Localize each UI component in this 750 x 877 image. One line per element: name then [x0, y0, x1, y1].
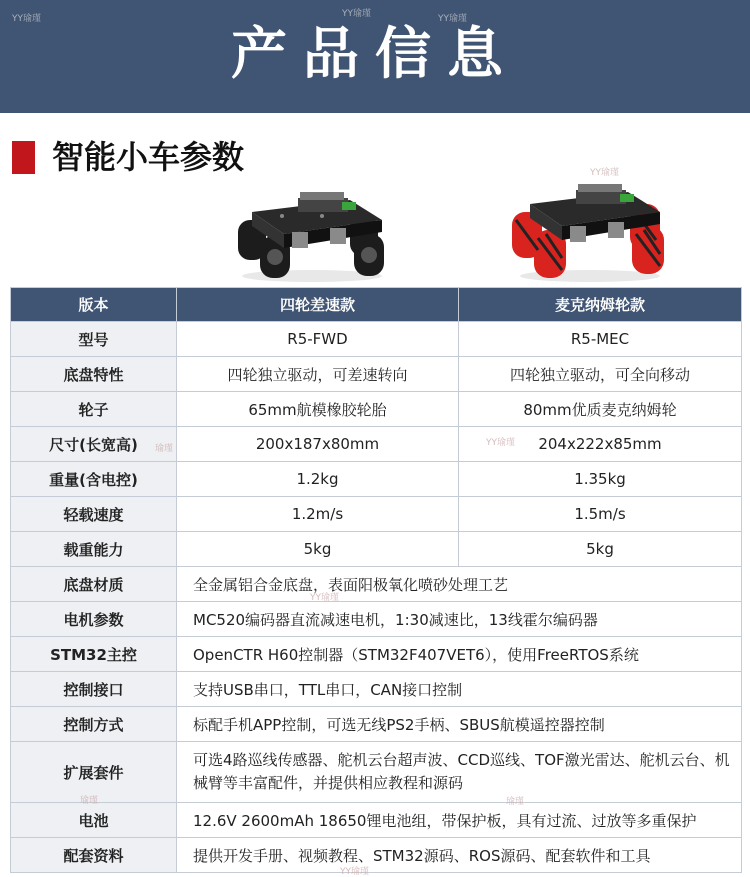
- row-label: 底盘特性: [11, 357, 177, 392]
- cell-shared: 支持USB串口，TTL串口，CAN接口控制: [177, 672, 742, 707]
- table-row: [11, 567, 742, 602]
- row-label: 尺寸(长宽高): [11, 427, 177, 462]
- table-row: [11, 707, 742, 742]
- row-label: 底盘材质: [11, 567, 177, 602]
- table-row: [11, 427, 742, 462]
- watermark: 瑜瑾: [506, 797, 525, 807]
- table-header-row: [11, 288, 742, 322]
- cell-shared: 标配手机APP控制，可选无线PS2手柄、SBUS航模遥控器控制: [177, 707, 742, 742]
- cell-shared: 可选4路巡线传感器、舵机云台超声波、CCD巡线、TOF激光雷达、舵机云台、机械臂等丰富配件，并提供相应教程和源码: [177, 742, 742, 803]
- table-row: [11, 532, 742, 567]
- cell-mec: R5-MEC: [459, 322, 742, 357]
- watermark: YY瑜瑾: [340, 867, 369, 877]
- row-label: 型号: [11, 322, 177, 357]
- table-row: [11, 497, 742, 532]
- cell-fwd: 200x187x80mm: [177, 427, 459, 462]
- table-row: [11, 462, 742, 497]
- cell-fwd: 1.2m/s: [177, 497, 459, 532]
- section-title: 智能小车参数: [52, 138, 245, 176]
- row-label: 扩展套件: [11, 742, 177, 803]
- cell-mec: 80mm优质麦克纳姆轮: [459, 392, 742, 427]
- row-label: 配套资料: [11, 838, 177, 873]
- cell-mec: 1.35kg: [459, 462, 742, 497]
- row-label: STM32主控: [11, 637, 177, 672]
- table-row: [11, 392, 742, 427]
- cell-fwd: 5kg: [177, 532, 459, 567]
- row-label: 载重能力: [11, 532, 177, 567]
- cell-shared: 全金属铝合金底盘，表面阳极氧化喷砂处理工艺: [177, 567, 742, 602]
- cell-mec: 5kg: [459, 532, 742, 567]
- table-row: [11, 742, 742, 803]
- watermark: YY瑜瑾: [12, 14, 41, 24]
- row-label: 电机参数: [11, 602, 177, 637]
- watermark: YY瑜瑾: [590, 168, 619, 178]
- row-label: 控制方式: [11, 707, 177, 742]
- watermark: YY瑜瑾: [342, 9, 371, 19]
- header-mec: 麦克纳姆轮款: [459, 288, 742, 322]
- car-fwd-image: [232, 186, 392, 284]
- table-row: [11, 357, 742, 392]
- header-version: 版本: [11, 288, 177, 322]
- header-banner: [0, 0, 750, 113]
- row-label: 轮子: [11, 392, 177, 427]
- page-title: 产品信息: [231, 22, 519, 87]
- table-row: [11, 602, 742, 637]
- watermark: 瑜瑾: [80, 796, 99, 806]
- cell-fwd: 1.2kg: [177, 462, 459, 497]
- row-label: 电池: [11, 803, 177, 838]
- table-row: [11, 322, 742, 357]
- row-label: 控制接口: [11, 672, 177, 707]
- car-mec-image: [510, 180, 668, 284]
- table-row: [11, 838, 742, 873]
- cell-shared: OpenCTR H60控制器（STM32F407VET6），使用FreeRTOS系统: [177, 637, 742, 672]
- table-row: [11, 803, 742, 838]
- cell-mec: 四轮独立驱动，可全向移动: [459, 357, 742, 392]
- cell-mec: 1.5m/s: [459, 497, 742, 532]
- table-row: [11, 637, 742, 672]
- cell-fwd: 四轮独立驱动，可差速转向: [177, 357, 459, 392]
- section-marker: [12, 141, 35, 174]
- cell-fwd: R5-FWD: [177, 322, 459, 357]
- spec-table: [10, 287, 741, 873]
- cell-shared: 12.6V 2600mAh 18650锂电池组，带保护板，具有过流、过放等多重保护: [177, 803, 742, 838]
- watermark: 瑜瑾: [155, 444, 174, 454]
- cell-shared: MC520编码器直流减速电机，1:30减速比，13线霍尔编码器: [177, 602, 742, 637]
- table-row: [11, 672, 742, 707]
- watermark: YY瑜瑾: [438, 14, 467, 24]
- row-label: 轻载速度: [11, 497, 177, 532]
- watermark: YY瑜瑾: [310, 593, 339, 603]
- cell-fwd: 65mm航模橡胶轮胎: [177, 392, 459, 427]
- row-label: 重量(含电控): [11, 462, 177, 497]
- cell-mec: 204x222x85mm: [459, 427, 742, 462]
- watermark: YY瑜瑾: [486, 438, 515, 448]
- header-fwd: 四轮差速款: [177, 288, 459, 322]
- section-header: [0, 125, 750, 185]
- cell-shared: 提供开发手册、视频教程、STM32源码、ROS源码、配套软件和工具: [177, 838, 742, 873]
